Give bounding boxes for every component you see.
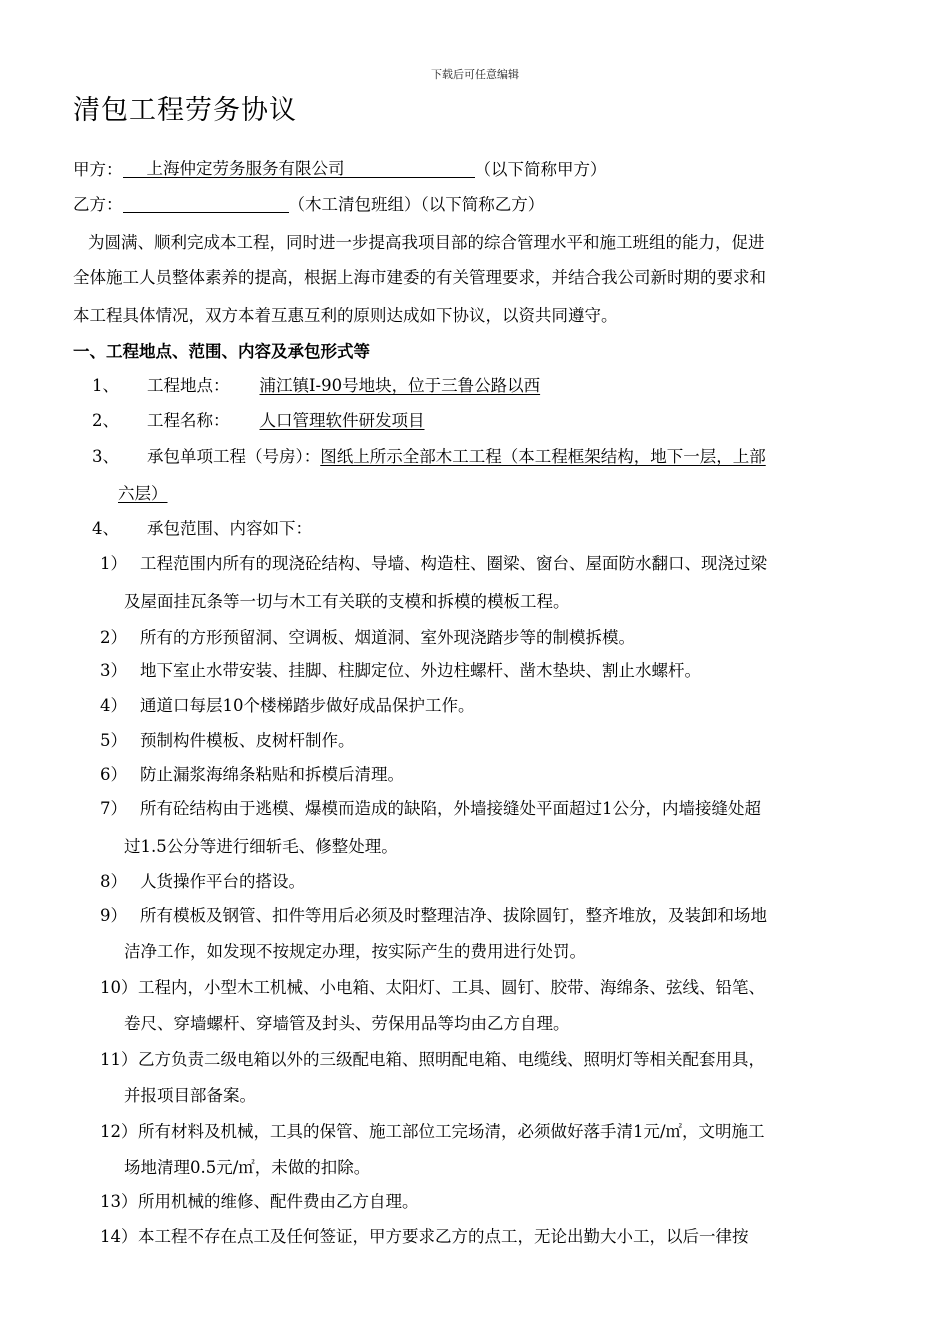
sub-item-13: 13）所用机械的维修、配件费由乙方自理。 (100, 1192, 419, 1211)
sub-item-1-cont: 及屋面挂瓦条等一切与木工有关联的支模和拆模的模板工程。 (124, 592, 570, 611)
sub-item-14: 14）本工程不存在点工及任何签证，甲方要求乙方的点工，无论出勤大小工，以后一律按 (100, 1227, 749, 1246)
sub-item-6: 6） 防止漏浆海绵条粘贴和拆模后清理。 (100, 765, 404, 784)
party-a-name-field (123, 160, 475, 178)
page-title: 清包工程劳务协议 (73, 95, 297, 126)
sub-item-12-cont: 场地清理0.5元/㎡，未做的扣除。 (124, 1158, 371, 1177)
item-1-number: 1、 (92, 376, 119, 395)
item-3-number: 3、 (92, 447, 119, 466)
sub-item-3: 3） 地下室止水带安装、挂脚、柱脚定位、外边柱螺杆、凿木垫块、割止水螺杆。 (100, 661, 701, 680)
item-3-value-line1: 图纸上所示全部木工工程（本工程框架结构，地下一层，上部 (320, 447, 766, 466)
item-2 (92, 411, 575, 431)
party-a-line (73, 160, 607, 180)
intro-line-3: 本工程具体情况，双方本着互惠互利的原则达成如下协议，以资共同遵守。 (73, 306, 618, 325)
item-1 (92, 376, 632, 396)
sub-item-4: 4） 通道口每层10个楼梯踏步做好成品保护工作。 (100, 696, 475, 715)
party-a-name: 上海仲定劳务服务有限公司 (146, 159, 345, 178)
sub-item-7: 7） 所有砼结构由于逃模、爆模而造成的缺陷，外墙接缝处平面超过1公分，内墙接缝处超 (100, 799, 761, 818)
party-b-name-field (123, 195, 289, 213)
sub-item-12: 12）所有材料及机械，工具的保管、施工部位工完场清，必须做好落手清1元/㎡，文明施工 (100, 1122, 765, 1141)
sub-item-7-cont: 过1.5公分等进行细斩毛、修整处理。 (124, 837, 398, 856)
sub-item-9-cont: 洁净工作，如发现不按规定办理，按实际产生的费用进行处罚。 (124, 942, 586, 961)
party-a-suffix: （以下简称甲方） (474, 160, 607, 179)
item-2-value: 人口管理软件研发项目 (259, 411, 425, 430)
party-b-line (73, 195, 544, 215)
party-b-label: 乙方： (73, 195, 123, 214)
sub-item-8: 8） 人货操作平台的搭设。 (100, 872, 305, 891)
sub-item-2: 2） 所有的方形预留洞、空调板、烟道洞、室外现浇踏步等的制模拆模。 (100, 628, 635, 647)
item-1-label: 工程地点： (147, 376, 230, 395)
item-3-value-line2: 六层） (118, 484, 168, 503)
sub-item-9: 9） 所有模板及钢管、扣件等用后必须及时整理洁净、拔除圆钉，整齐堆放，及装卸和场地 (100, 906, 767, 925)
sub-item-11: 11）乙方负责二级电箱以外的三级配电箱、照明配电箱、电缆线、照明灯等相关配套用具， (100, 1050, 765, 1069)
sub-item-10: 10）工程内，小型木工机械、小电箱、太阳灯、工具、圆钉、胶带、海绵条、弦线、铅笔、 (100, 978, 765, 997)
party-a-label: 甲方： (73, 160, 123, 179)
item-4 (92, 519, 312, 539)
item-3-label: 承包单项工程（号房）： (147, 447, 321, 466)
header-note: 下载后可任意编辑 (431, 68, 519, 81)
sub-item-10-cont: 卷尺、穿墙螺杆、穿墙管及封头、劳保用品等均由乙方自理。 (124, 1014, 570, 1033)
intro-line-2: 全体施工人员整体素养的提高，根据上海市建委的有关管理要求，并结合我公司新时期的要求和 (73, 268, 766, 287)
party-b-suffix: （以下简称乙方） (420, 195, 545, 214)
item-3-cont (118, 484, 274, 504)
item-4-number: 4、 (92, 519, 119, 538)
intro-line-1: 为圆满、顺利完成本工程，同时进一步提高我项目部的综合管理水平和施工班组的能力，促进 (88, 233, 765, 252)
sub-item-1: 1） 工程范围内所有的现浇砼结构、导墙、构造柱、圈梁、窗台、屋面防水翻口、现浇过梁 (100, 554, 767, 573)
sub-item-11-cont: 并报项目部备案。 (124, 1086, 256, 1105)
sub-item-5: 5） 预制构件模板、皮树杆制作。 (100, 731, 355, 750)
item-2-number: 2、 (92, 411, 119, 430)
section-heading: 一、工程地点、范围、内容及承包形式等 (73, 342, 370, 361)
item-1-value: 浦江镇I-90号地块，位于三鲁公路以西 (259, 376, 541, 395)
party-b-role: （木工清包班组） (288, 195, 421, 214)
item-4-label: 承包范围、内容如下： (147, 519, 312, 538)
item-2-label: 工程名称： (147, 411, 230, 430)
item-3 (92, 447, 766, 467)
